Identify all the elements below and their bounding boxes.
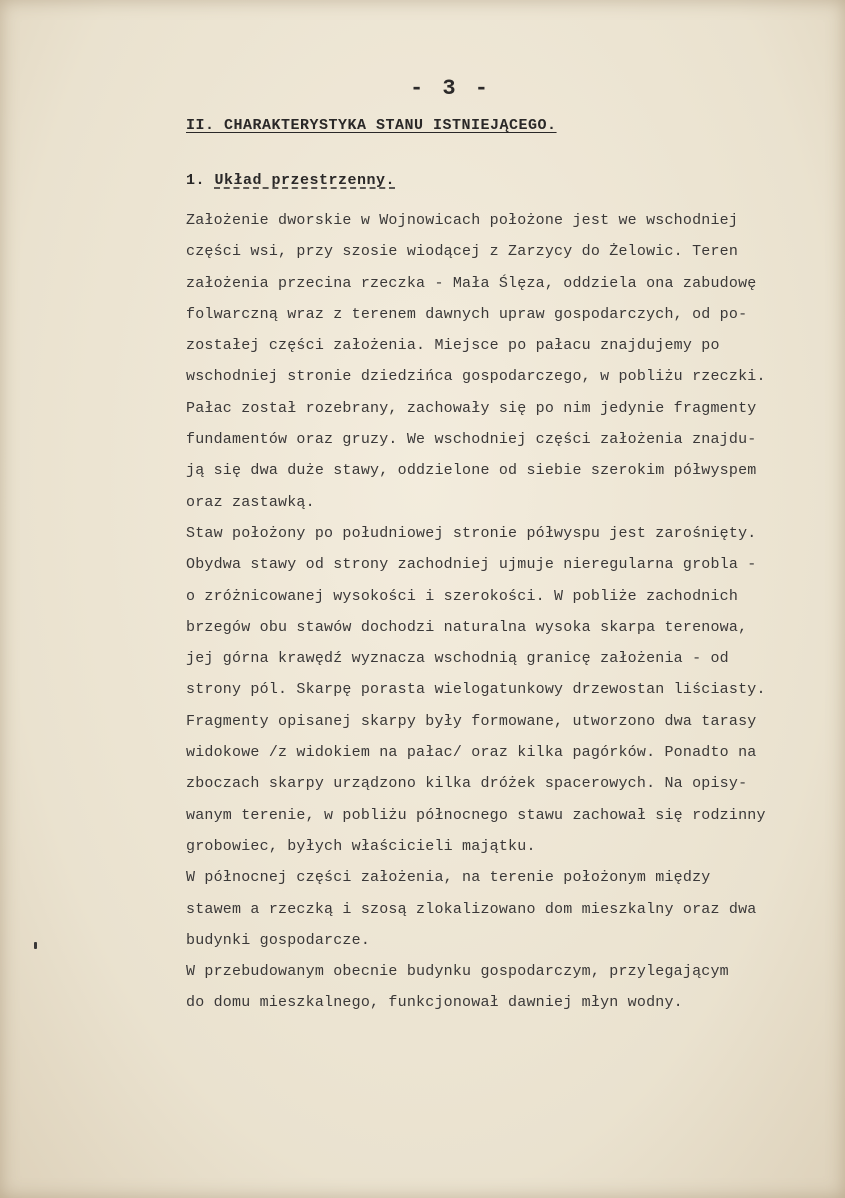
body-line: wschodniej stronie dziedzińca gospodarczego, w pobliżu rzeczki. [186, 368, 766, 386]
body-line: folwarczną wraz z terenem dawnych upraw gospodarczych, od po- [186, 305, 748, 323]
body-line: W przebudowanym obecnie budynku gospodarczym, przylegającym [186, 963, 729, 981]
body-line: oraz zastawką. [186, 493, 315, 511]
subsection-heading [186, 172, 395, 189]
body-line: W północnej części założenia, na terenie położonym między [186, 869, 711, 887]
body-line: o zróżnicowanej wysokości i szerokości. W pobliże zachodnich [186, 587, 739, 605]
body-line: Pałac został rozebrany, zachowały się po nim jedynie fragmenty [186, 399, 757, 417]
body-line: widokowe /z widokiem na pałac/ oraz kilka pagórków. Ponadto na [186, 744, 757, 762]
body-line: Staw położony po południowej stronie półwyspu jest zarośnięty. [186, 524, 757, 542]
body-text [186, 205, 826, 1019]
subsection-title: Układ przestrzenny. [214, 172, 396, 189]
body-line: założenia przecina rzeczka - Mała Ślęza, oddziela ona zabudowę [186, 274, 757, 292]
body-line: ją się dwa duże stawy, oddzielone od siebie szerokim półwyspem [186, 462, 757, 480]
page-number: - 3 - [410, 76, 492, 101]
body-line: Założenie dworskie w Wojnowicach położone jest we wschodniej [186, 212, 739, 229]
body-line: części wsi, przy szosie wiodącej z Zarzycy do Żelowic. Teren [186, 243, 739, 261]
ink-mark [34, 942, 37, 949]
subsection-number: 1. [186, 172, 206, 189]
body-line: stawem a rzeczką i szosą zlokalizowano dom mieszkalny oraz dwa [186, 900, 757, 918]
body-line: strony pól. Skarpę porasta wielogatunkowy drzewostan liściasty. [186, 681, 766, 699]
body-line: budynki gospodarcze. [186, 931, 371, 949]
body-line: brzegów obu stawów dochodzi naturalna wysoka skarpa terenowa, [186, 618, 748, 636]
body-line: Fragmenty opisanej skarpy były formowane, utworzono dwa tarasy [186, 712, 757, 730]
body-line: jej górna krawędź wyznacza wschodnią granicę założenia - od [186, 650, 729, 668]
body-line: fundamentów oraz gruzy. We wschodniej części założenia znajdu- [186, 431, 757, 449]
section-title: II. CHARAKTERYSTYKA STANU ISTNIEJĄCEGO. [186, 117, 557, 134]
body-line: grobowiec, byłych właścicieli majątku. [186, 837, 536, 855]
body-line: do domu mieszkalnego, funkcjonował dawniej młyn wodny. [186, 994, 683, 1012]
body-line: zboczach skarpy urządzono kilka dróżek spacerowych. Na opisy- [186, 775, 748, 793]
body-line: Obydwa stawy od strony zachodniej ujmuje nieregularna grobla - [186, 556, 757, 574]
body-line: wanym terenie, w pobliżu północnego stawu zachował się rodzinny [186, 806, 766, 824]
body-line: zostałej części założenia. Miejsce po pałacu znajdujemy po [186, 337, 720, 355]
